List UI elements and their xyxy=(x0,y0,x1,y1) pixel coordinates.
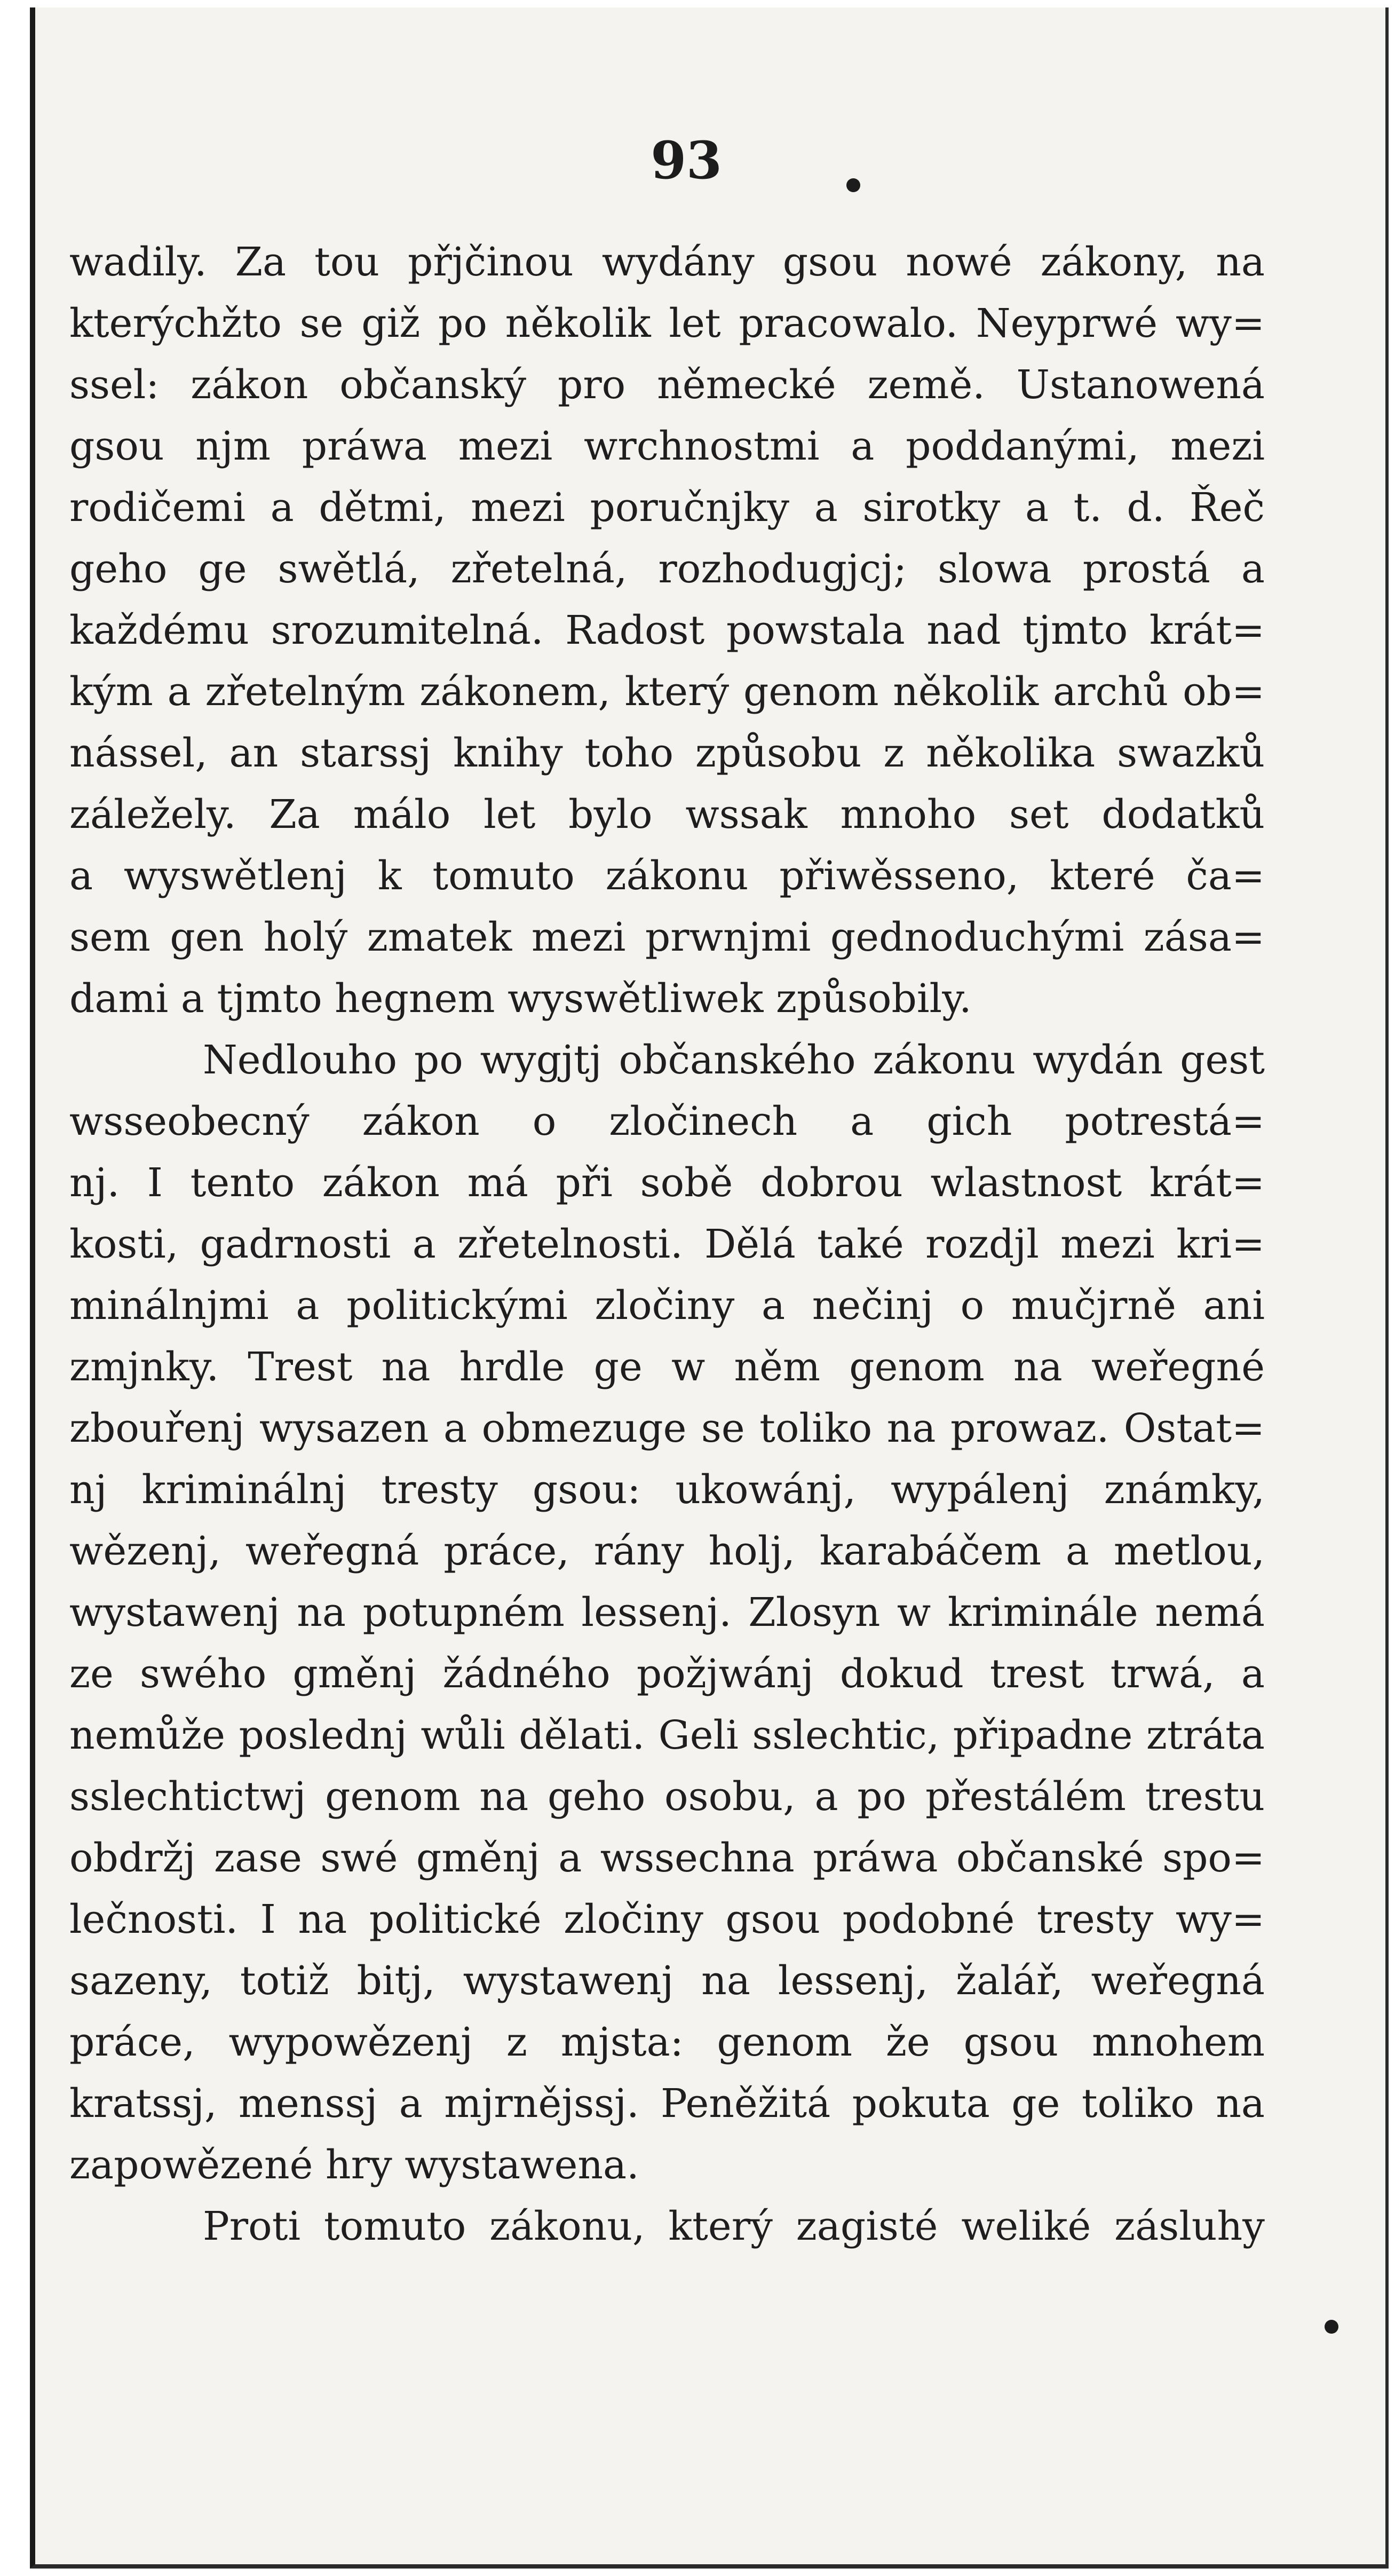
text-line: nj kriminálnj tresty gsou: ukowánj, wypálenj známky, xyxy=(69,1467,1265,1513)
text-line: kratssj, menssj a mjrnějssj. Peněžitá pokuta ge toliko na xyxy=(69,2081,1265,2127)
text-line: nássel, an starssj knihy toho způsobu z několika swazků xyxy=(69,730,1265,776)
text-line: obdržj zase swé gměnj a wssechna práwa občanské spo= xyxy=(69,1835,1265,1881)
text-line: zbouřenj wysazen a obmezuge se toliko na prowaz. Ostat= xyxy=(69,1405,1265,1451)
text-line: sem gen holý zmatek mezi prwnjmi gednoduchými zása= xyxy=(69,914,1265,960)
text-line: dami a tjmto hegnem wyswětliwek způsobily. xyxy=(69,976,972,1022)
book-page xyxy=(30,7,1389,2569)
text-line: každému srozumitelná. Radost powstala nad tjmto krát= xyxy=(69,607,1265,653)
text-line: kterýchžto se giž po několik let pracowalo. Neyprwé wy= xyxy=(69,301,1265,346)
text-line: rodičemi a dětmi, mezi poručnjky a sirotky a t. d. Řeč xyxy=(69,485,1265,531)
text-line: gsou njm práwa mezi wrchnostmi a poddanými, mezi xyxy=(69,423,1265,469)
text-line: wystawenj na potupném lessenj. Zlosyn w kriminále nemá xyxy=(69,1590,1265,1635)
text-line: zapowězené hry wystawena. xyxy=(69,2142,639,2188)
text-line: wadily. Za tou přjčinou wydány gsou nowé zákony, na xyxy=(69,239,1265,285)
body-text xyxy=(69,232,1265,2257)
text-line: záležely. Za málo let bylo wssak mnoho set dodatků xyxy=(69,792,1265,837)
paragraph-first-line: Proti tomuto zákonu, který zagisté weliké zásluhy xyxy=(203,2203,1265,2249)
paragraph-first-line: Nedlouho po wygjtj občanského zákonu wydán gest xyxy=(203,1037,1265,1083)
text-line: wězenj, weřegná práce, rány holj, karabáčem a metlou, xyxy=(69,1528,1265,1574)
text-line: a wyswětlenj k tomuto zákonu přiwěsseno, které ča= xyxy=(69,853,1265,899)
text-line: kosti, gadrnosti a zřetelnosti. Dělá také rozdjl mezi kri= xyxy=(69,1221,1265,1267)
ink-spot xyxy=(846,178,860,192)
text-line: nemůže poslednj wůli dělati. Geli sslechtic, připadne ztráta xyxy=(69,1712,1265,1758)
text-line: minálnjmi a politickými zločiny a nečinj o mučjrně ani xyxy=(69,1283,1265,1329)
text-line: ze swého gměnj žádného požjwánj dokud trest trwá, a xyxy=(69,1651,1265,1697)
text-line: geho ge swětlá, zřetelná, rozhodugjcj; slowa prostá a xyxy=(69,546,1265,592)
text-line: nj. I tento zákon má při sobě dobrou wlastnost krát= xyxy=(69,1160,1265,1206)
text-line: ssel: zákon občanský pro německé země. Ustanowená xyxy=(69,362,1265,408)
text-line: wsseobecný zákon o zločinech a gich potrestá= xyxy=(69,1099,1265,1144)
text-line: práce, wypowězenj z mjsta: genom že gsou mnohem xyxy=(69,2019,1265,2065)
text-line: kým a zřetelným zákonem, který genom několik archů ob= xyxy=(69,669,1265,715)
page-number: 93 xyxy=(651,130,722,191)
text-line: sslechtictwj genom na geho osobu, a po přestálém trestu xyxy=(69,1774,1265,1820)
text-line: sazeny, totiž bitj, wystawenj na lessenj, žalář, weřegná xyxy=(69,1958,1265,2004)
ink-spot xyxy=(1325,2320,1338,2334)
text-line: zmjnky. Trest na hrdle ge w něm genom na weřegné xyxy=(69,1344,1265,1390)
text-line: lečnosti. I na politické zločiny gsou podobné tresty wy= xyxy=(69,1897,1265,1942)
